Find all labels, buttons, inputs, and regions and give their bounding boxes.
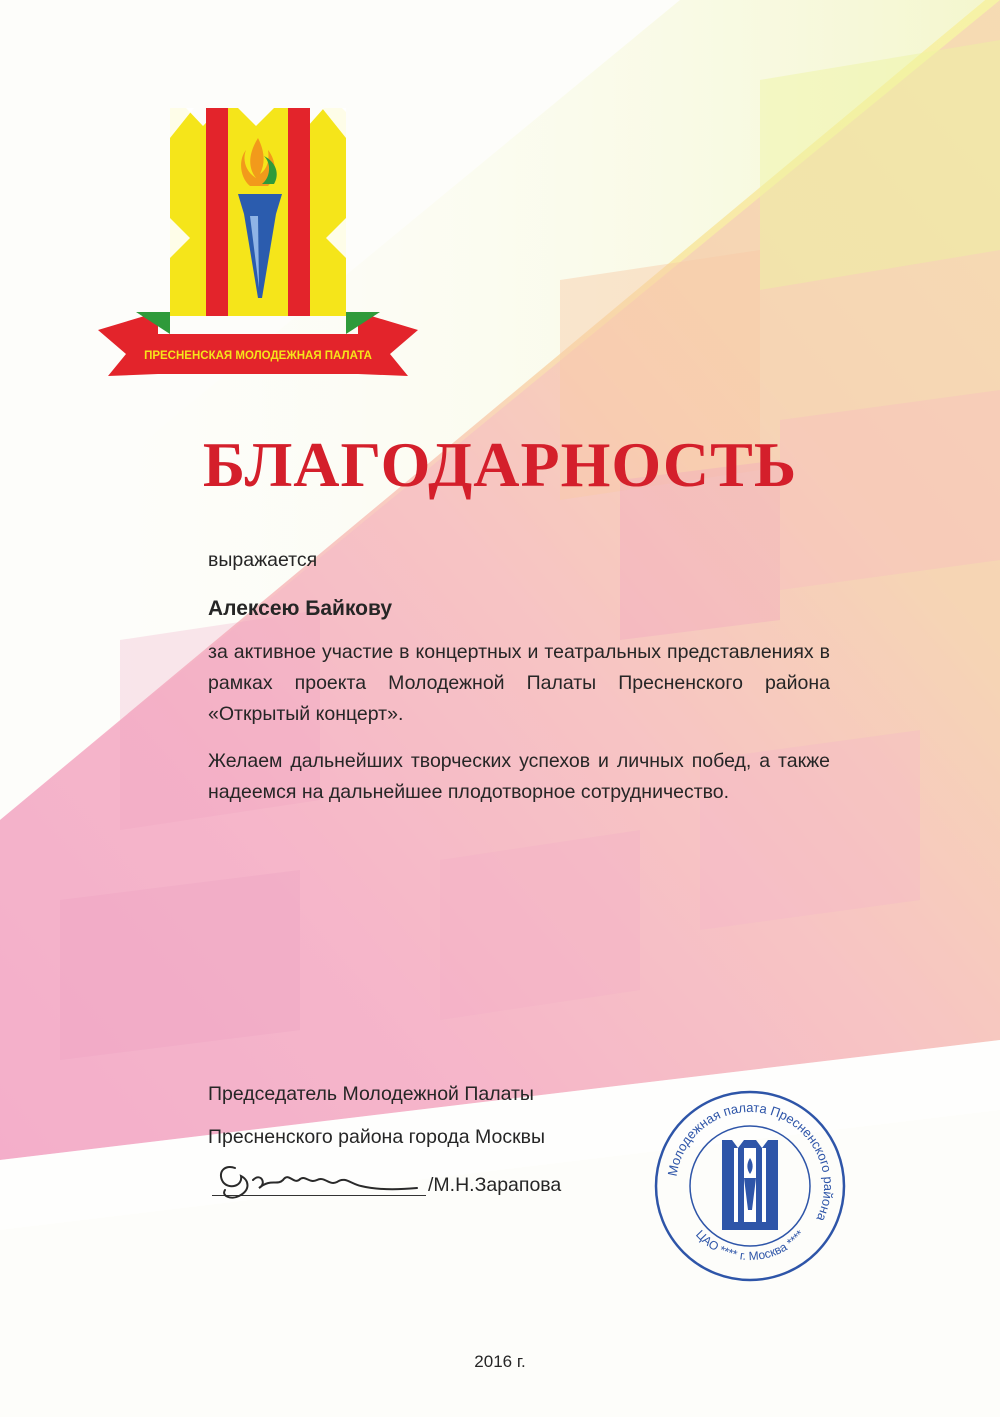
signer-position-line2: Пресненского района города Москвы — [208, 1126, 545, 1148]
document-title: БЛАГОДАРНОСТЬ — [202, 429, 798, 500]
stamp-bottom-text: ЦАО **** г. Москва **** — [693, 1227, 807, 1264]
svg-text:ЦАО **** г. Москва **** — [693, 1227, 807, 1263]
official-stamp — [652, 1088, 848, 1284]
stamp-ring-text: Молодежная палата Пресненского района — [664, 1099, 837, 1224]
handwritten-signature — [205, 1150, 430, 1210]
recipient-name: Алексею Байкову — [208, 597, 393, 620]
emblem-ribbon-text: ПРЕСНЕНСКАЯ МОЛОДЕЖНАЯ ПАЛАТА — [144, 350, 372, 362]
expressed-label: выражается — [208, 549, 318, 571]
wish-paragraph: Желаем дальнейших творческих успехов и личных побед, а также надеемся на дальнейшее плодотворное сотрудничество. — [208, 750, 830, 803]
youth-chamber-emblem — [98, 98, 418, 398]
document-year: 2016 г. — [474, 1352, 526, 1371]
signer-position-line1: Председатель Молодежной Палаты — [208, 1083, 534, 1105]
reason-paragraph: за активное участие в концертных и театральных представлениях в рамках проекта Молодежной Палаты Пресненского района «Открытый концерт». — [208, 641, 830, 725]
emblem-ribbon — [98, 312, 418, 376]
signer-name: /М.Н.Зарапова — [428, 1174, 562, 1196]
stamp-emblem-icon — [722, 1140, 778, 1230]
